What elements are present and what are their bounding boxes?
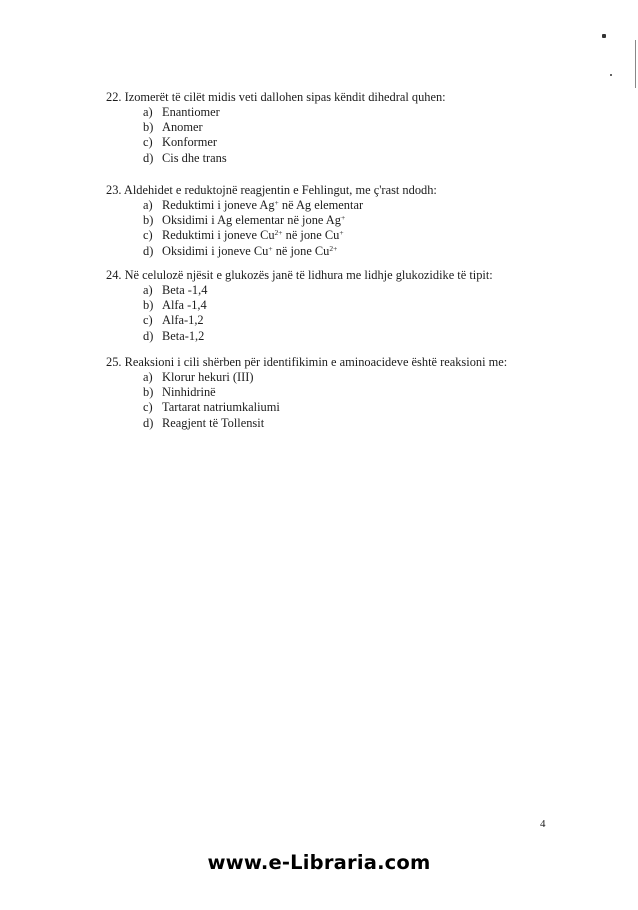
option-text-run: Alfa -1,4 — [162, 298, 207, 313]
option-text — [162, 385, 216, 399]
answer-option — [106, 298, 606, 313]
option-text — [162, 416, 264, 430]
option-text — [162, 120, 203, 134]
option-letter: b) — [143, 213, 154, 228]
answer-options — [106, 283, 606, 344]
answer-option — [106, 313, 606, 328]
ion-charge-superscript: + — [274, 198, 279, 207]
option-text-run: në Ag elementar — [278, 198, 364, 212]
answer-options — [106, 370, 606, 431]
answer-option — [106, 283, 606, 298]
option-text-run: Alfa-1,2 — [162, 313, 204, 328]
option-text-run: Reduktimi i joneve Cu — [162, 228, 275, 243]
option-letter: a) — [143, 283, 153, 297]
option-text — [162, 213, 345, 227]
option-text — [162, 244, 337, 258]
answer-option — [106, 244, 606, 259]
question-23 — [106, 183, 606, 259]
option-letter: a) — [143, 198, 153, 212]
answer-options — [106, 198, 606, 259]
option-text-run: Beta -1,4 — [162, 283, 208, 297]
question-22 — [106, 90, 606, 166]
option-text — [162, 105, 220, 119]
option-text-run: Tartarat natriumkaliumi — [162, 400, 280, 415]
option-text — [162, 198, 363, 212]
answer-option — [106, 135, 606, 150]
option-text-run: Cis dhe trans — [162, 150, 227, 165]
option-text — [162, 283, 207, 297]
answer-option — [106, 228, 606, 243]
option-letter: c) — [143, 313, 153, 328]
answer-option — [106, 400, 606, 415]
option-text-run: Oksidimi i joneve Cu — [162, 243, 269, 258]
option-text — [162, 135, 217, 149]
option-letter: d) — [143, 243, 154, 258]
option-letter: d) — [143, 415, 154, 430]
option-text-run: në jone Cu — [272, 243, 330, 258]
answer-option — [106, 120, 606, 135]
scan-edge-mark — [635, 40, 636, 88]
option-letter: d) — [143, 150, 154, 165]
question-25 — [106, 355, 606, 431]
option-text-run: Anomer — [162, 120, 203, 135]
ion-charge-superscript: + — [268, 243, 273, 253]
option-letter: b) — [143, 120, 154, 135]
option-letter: b) — [143, 385, 154, 400]
option-letter: c) — [143, 228, 153, 243]
answer-option — [106, 370, 606, 385]
option-text-run: Reagjent të Tollensit — [162, 415, 265, 430]
scan-speck — [602, 34, 606, 38]
ion-charge-superscript: + — [340, 213, 346, 223]
option-text — [162, 370, 254, 384]
option-text-run: në jone Cu — [282, 228, 340, 243]
scan-speck — [610, 74, 612, 76]
answer-option — [106, 416, 606, 431]
ion-charge-superscript: 2+ — [329, 243, 338, 253]
answer-option — [106, 329, 606, 344]
option-letter: c) — [143, 135, 153, 150]
option-text-run: Klorur hekuri (III) — [162, 370, 254, 384]
footer-website-link[interactable]: www.e-Libraria.com — [207, 851, 431, 874]
option-letter: a) — [143, 370, 153, 384]
option-text — [162, 400, 280, 414]
question-stem: 25. Reaksioni i cili shërben për identifikimin e aminoacideve është reaksioni me: — [106, 355, 508, 369]
option-text-run: Oksidimi i Ag elementar në jone Ag — [162, 213, 341, 228]
question-stem: 22. Izomerët të cilët midis veti dallohen sipas këndit dihedral quhen: — [106, 90, 446, 104]
answer-options — [106, 105, 606, 166]
option-text-run: Konformer — [162, 135, 218, 150]
ion-charge-superscript: 2+ — [274, 228, 283, 238]
answer-option — [106, 151, 606, 166]
answer-option — [106, 213, 606, 228]
option-letter: b) — [143, 298, 154, 313]
answer-option — [106, 198, 606, 213]
option-text — [162, 313, 204, 327]
question-24 — [106, 268, 606, 344]
ion-charge-superscript: + — [339, 228, 344, 238]
option-text-run: Reduktimi i joneve Ag — [162, 198, 275, 212]
question-stem: 23. Aldehidet e reduktojnë reagjentin e Fehlingut, me ç'rast ndodh: — [106, 183, 437, 197]
answer-option — [106, 385, 606, 400]
answer-option — [106, 105, 606, 120]
option-text — [162, 228, 344, 242]
option-letter: a) — [143, 105, 153, 119]
option-text-run: Beta-1,2 — [162, 328, 205, 343]
option-text-run: Enantiomer — [162, 105, 220, 119]
option-text-run: Ninhidrinë — [162, 385, 216, 400]
option-text — [162, 151, 227, 165]
option-text — [162, 329, 204, 343]
page-number: 4 — [540, 818, 546, 830]
option-letter: c) — [143, 400, 153, 415]
option-letter: d) — [143, 328, 154, 343]
question-stem: 24. Në celulozë njësit e glukozës janë të lidhura me lidhje glukozidike të tipit: — [106, 268, 493, 282]
option-text — [162, 298, 207, 312]
